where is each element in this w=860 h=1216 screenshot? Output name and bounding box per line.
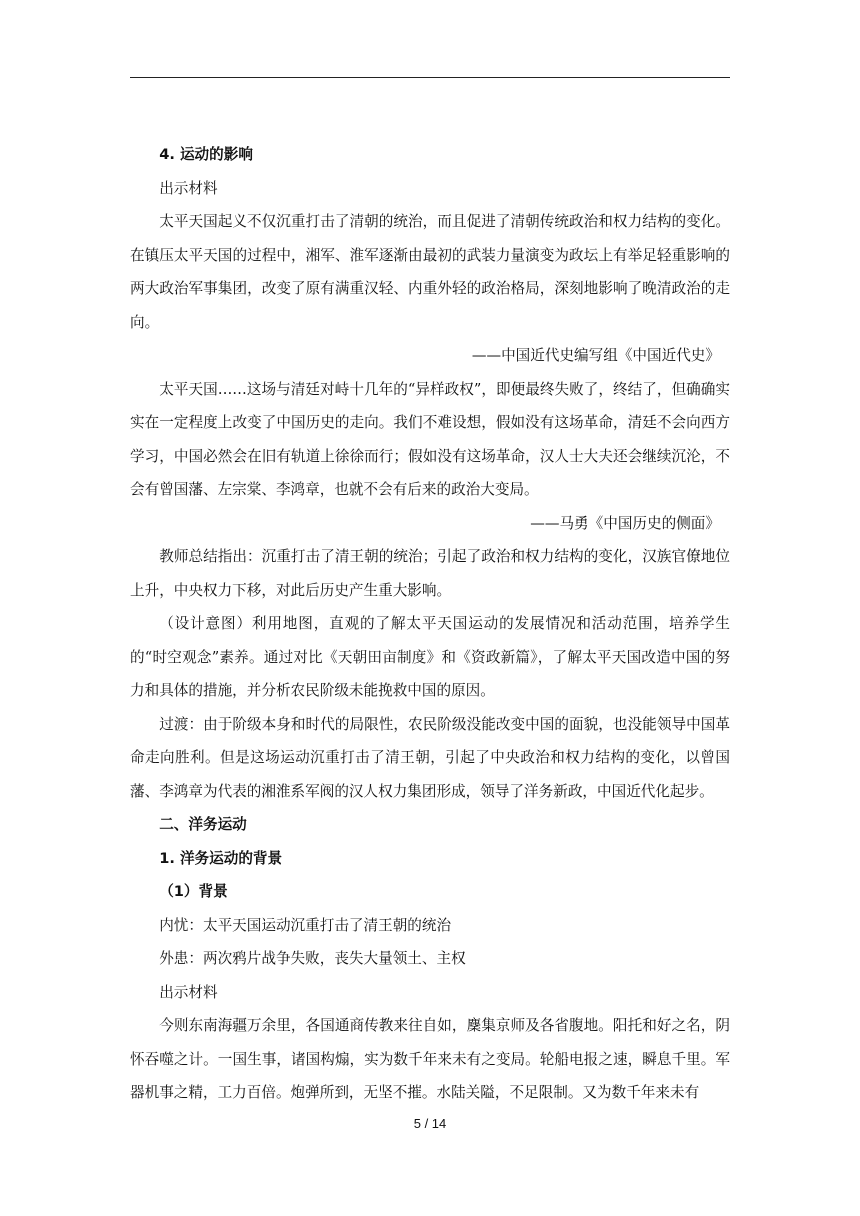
heading-impact: 4. 运动的影响	[159, 146, 253, 163]
citation: ——中国近代史编写组《中国近代史》	[471, 347, 720, 364]
citation: ——马勇《中国历史的侧面》	[530, 514, 720, 532]
page-number: 5 / 14	[413, 1116, 447, 1131]
paragraph-transition: 过渡：由于阶级本身和时代的局限性，农民阶级没能改变中国的面貌，也没能领导中国革命走向胜利。但是这场运动沉重打击了清王朝，引起了中央政治和权力结构的变化，以曾国藩、李鸿章为代表的湘淮系军阀的汉人权力集团形成，领导了洋务新政，中国近代化起步。	[130, 715, 730, 800]
label-material: 出示材料	[159, 983, 218, 1001]
paragraph-quote: 太平天国……这场与清廷对峙十几年的“异样政权”，即便最终失败了，终结了，但确确实实在一定程度上改变了中国历史的走向。我们不难设想，假如没有这场革命，清廷不会向西方学习，中国必然会在旧有轨道上徐徐而行；假如没有这场革命，汉人士大夫还会继续沉沦，不会有曾国藩、左宗棠、李鸿章，也就不会有后来的政治大变局。	[130, 380, 730, 498]
paragraph-quote: 太平天国起义不仅沉重打击了清朝的统治，而且促进了清朝传统政治和权力结构的变化。在镇压太平天国的过程中，湘军、淮军逐渐由最初的武装力量演变为政坛上有举足轻重影响的两大政治军事集团，改变了原有满重汉轻、内重外轻的政治格局，深刻地影响了晚清政治的走向。	[130, 213, 730, 331]
paragraph-summary: 教师总结指出：沉重打击了清王朝的统治；引起了政治和权力结构的变化，汉族官僚地位上升，中央权力下移，对此后历史产生重大影响。	[130, 548, 730, 599]
heading-section: 二、洋务运动	[159, 816, 247, 833]
label-material: 出示材料	[159, 179, 218, 197]
paragraph-internal: 内忧：太平天国运动沉重打击了清王朝的统治	[159, 916, 452, 934]
header-rule	[130, 77, 730, 78]
document-body	[130, 138, 730, 1110]
paragraph-quote: 今则东南海疆万余里，各国通商传教来往自如，麇集京师及各省腹地。阳托和好之名，阴怀吞噬之计。一国生事，诸国构煽，实为数千年来未有之变局。轮船电报之速，瞬息千里。军器机事之精，工力百倍。炮弹所到，无坚不摧。水陆关隘，不足限制。又为数千年来未有	[130, 1017, 730, 1101]
paragraph-external: 外患：两次鸦片战争失败，丧失大量领土、主权	[159, 950, 466, 967]
paragraph-design-intent: （设计意图）利用地图，直观的了解太平天国运动的发展情况和活动范围，培养学生的“时空观念”素养。通过对比《天朝田亩制度》和《资政新篇》，了解太平天国改造中国的努力和具体的措施，并分析农民阶级未能挽救中国的原因。	[130, 615, 730, 699]
heading-item: （1）背景	[159, 883, 228, 900]
heading-subsection: 1. 洋务运动的背景	[159, 849, 283, 867]
